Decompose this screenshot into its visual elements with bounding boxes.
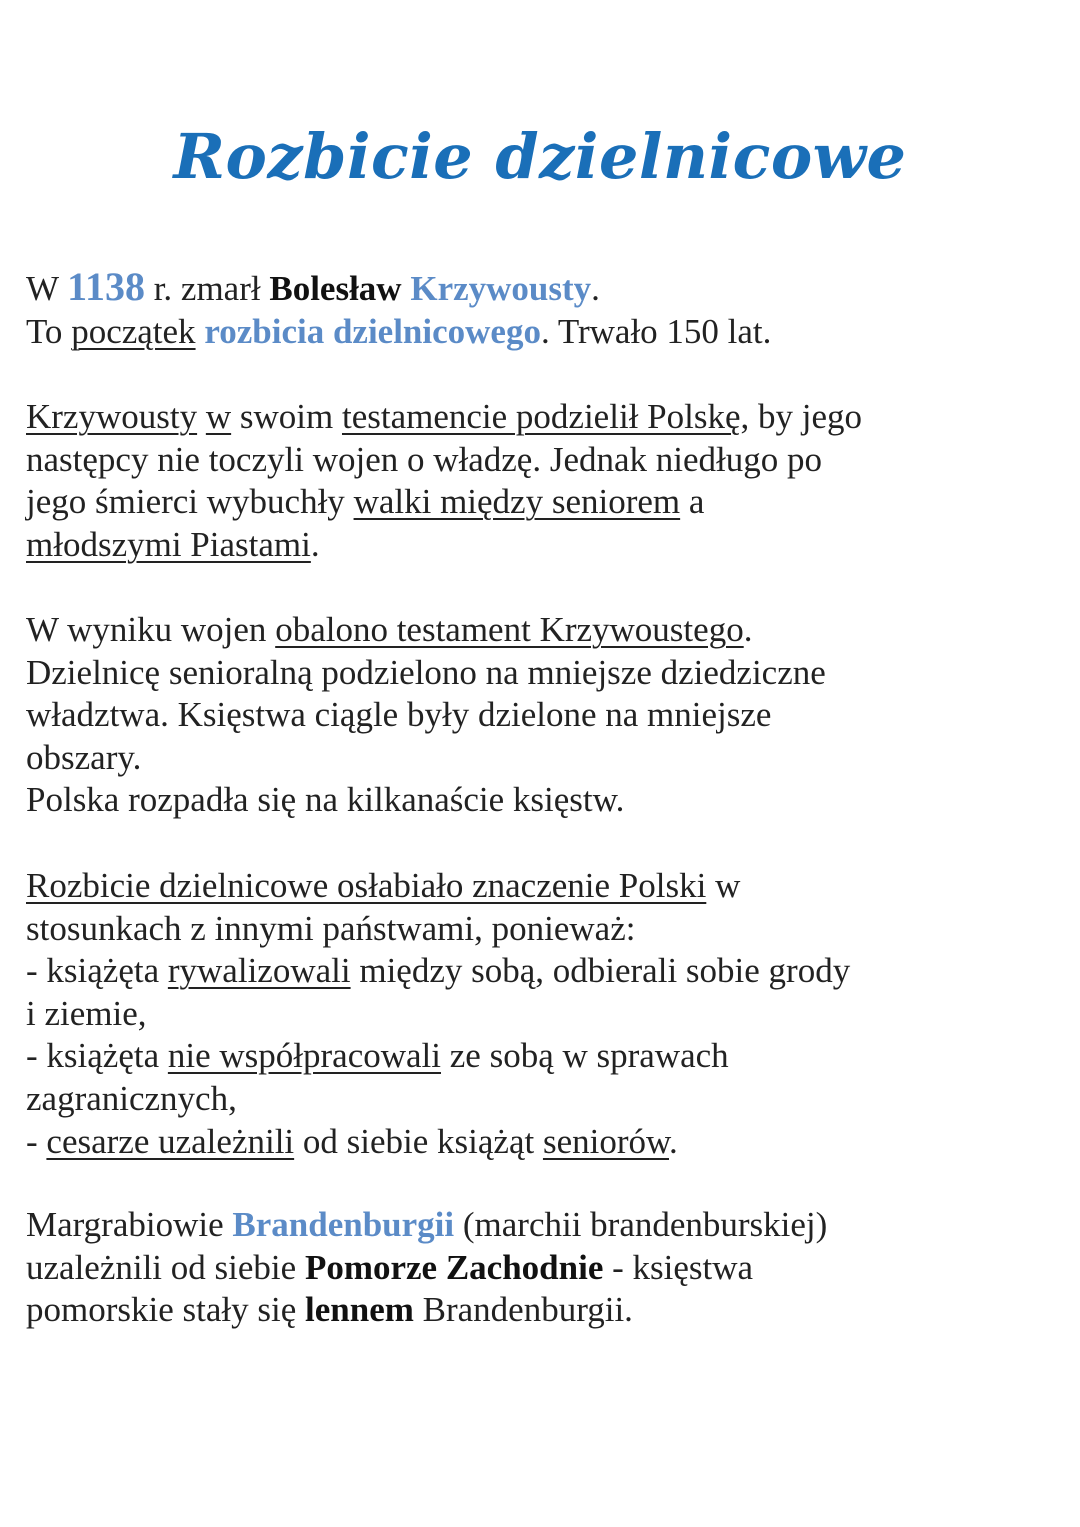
text-line [26,396,1056,439]
text-line [26,1289,1056,1332]
underlined-text: nie współpracowali [167,1036,441,1076]
text: . Trwało 150 lat. [540,311,772,351]
text [196,312,205,351]
text-line [26,266,1056,311]
text: - książęta [26,951,168,991]
paragraph-intro [26,266,1056,353]
text-line [26,481,1056,524]
text: jego śmierci wybuchły [26,482,354,522]
text: . [310,524,320,564]
text-line [26,524,1056,567]
text-line [26,1204,1056,1247]
text: W wyniku wojen [26,610,276,649]
list-item [26,1035,1056,1078]
text-line: stosunkach z innymi państwami, ponieważ: [26,908,636,948]
text: uzależnili od siebie [26,1247,305,1287]
text: ze sobą w sprawach [441,1036,729,1076]
text-line [26,609,1056,652]
text-line: obszary. [26,737,142,777]
underlined-text: w [205,397,232,436]
paragraph-consequences [26,865,1056,1163]
underlined-text: walki między seniorem [353,482,681,522]
underlined-text: Krzywousty [26,397,198,436]
underlined-text: początek [71,311,196,351]
text-line: władztwa. Księstwa ciągle były dzielone na mniejsze [26,695,772,735]
text: W [26,269,68,308]
text [197,397,206,436]
underlined-text: seniorów [542,1121,669,1161]
text-line: zagranicznych, [26,1078,237,1118]
text: Brandenburgii. [413,1290,633,1330]
text-line [26,311,1056,354]
text-line: Polska rozpadła się na kilkanaście księstw. [26,780,625,820]
underlined-text: cesarze uzależnili [46,1121,295,1161]
text-line [26,1247,1056,1290]
text: - książęta [26,1036,168,1076]
underlined-text: Rozbicie dzielnicowe osłabiało znaczenie Polski [26,866,707,905]
text: pomorskie stały się [26,1290,305,1330]
list-item [26,950,1056,993]
text: Margrabiowie [26,1205,233,1244]
text: między sobą, odbierali sobie grody [350,951,851,991]
text: . [669,1121,678,1161]
bold-term: Pomorze Zachodnie [304,1247,604,1287]
underlined-text: testamencie podzielił Polskę [341,397,741,436]
text: r. zmarł [144,269,270,308]
highlight-term: Brandenburgii [232,1205,455,1244]
list-item [26,1121,1056,1164]
highlight-term: rozbicia dzielnicowego [204,311,541,351]
underlined-text: rywalizowali [167,951,351,991]
text: To [26,311,72,351]
text: a [680,482,705,522]
page-title: Rozbicie dzielnicowe [173,120,907,193]
text: - księstwa [603,1247,754,1287]
text-line: następcy nie toczyli wojen o władzę. Jednak niedługo po [26,439,823,479]
underlined-text: obalono testament Krzywoustego [275,610,744,649]
text: swoim [231,397,342,436]
paragraph-wars [26,609,1056,822]
text: - [26,1121,47,1161]
text: . [591,269,600,308]
text-line [26,865,1056,908]
highlight-name: Krzywousty [410,269,592,308]
bold-term: lennem [305,1290,414,1330]
text: (marchii brandenburskiej) [454,1205,828,1244]
paragraph-brandenburg [26,1204,1056,1332]
highlight-year: 1138 [67,264,145,309]
text: . [743,610,753,649]
paragraph-testament [26,396,1056,566]
bold-name: Bolesław [269,269,402,308]
text-line: i ziemie, [26,993,147,1033]
text: od siebie książąt [294,1121,543,1161]
text-line: Dzielnicę senioralną podzielono na mniejsze dziedziczne [26,652,826,692]
text: , by jego [740,397,863,436]
underlined-text: młodszymi Piastami [26,524,311,564]
text: w [706,866,741,905]
